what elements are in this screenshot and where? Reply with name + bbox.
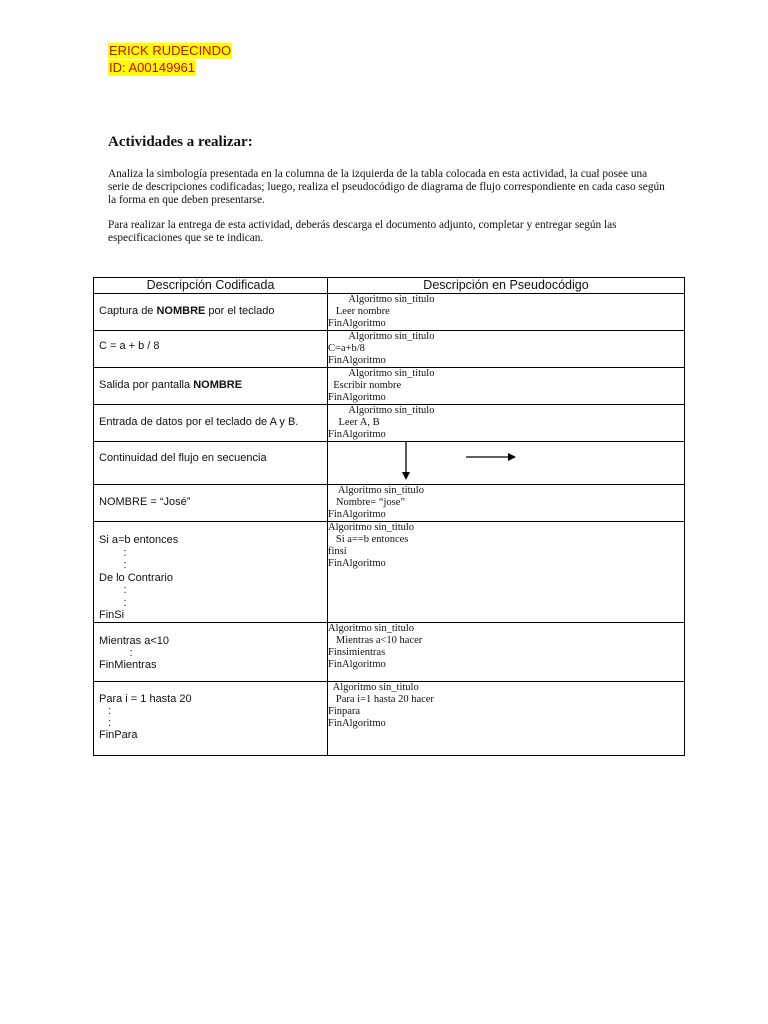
coded-cell <box>94 522 328 623</box>
table-header-row <box>94 278 685 294</box>
pseudocode-line: finsi <box>328 546 347 557</box>
pseudocode-line: Algoritmo sin_titulo <box>328 294 435 305</box>
coded-cell <box>94 485 328 522</box>
coded-text: : <box>99 559 127 571</box>
coded-cell <box>94 331 328 368</box>
header-pseudocode-description: Descripción en Pseudocódigo <box>328 278 685 294</box>
coded-cell <box>94 681 328 755</box>
coded-cell <box>94 368 328 405</box>
pseudocode-line: Finpara <box>328 705 361 717</box>
pseudocode-line: Algoritmo sin_titulo <box>328 681 419 693</box>
pseudocode-cell <box>328 294 685 331</box>
section-heading: Actividades a realizar: <box>108 134 253 150</box>
pseudocode-line: Algoritmo sin_titulo <box>328 405 435 416</box>
coded-text: FinSi <box>99 609 125 621</box>
pseudocode-line: FinAlgoritmo <box>328 355 386 366</box>
author-name: ERICK RUDECINDO <box>109 43 232 58</box>
pseudocode-line: Si a==b entonces <box>328 534 409 545</box>
pseudocode-line: Algoritmo sin_titulo <box>328 522 415 533</box>
pseudocode-cell <box>328 442 685 485</box>
pseudocode-line: Leer nombre <box>328 306 390 317</box>
pseudocode-line: Mientras a<10 hacer <box>328 634 423 646</box>
flow-arrows <box>328 442 684 484</box>
pseudocode-line: Algoritmo sin_titulo <box>328 485 424 496</box>
coded-text: NOMBRE = “José” <box>99 496 191 508</box>
student-id: ID: A00149961 <box>109 60 196 75</box>
pseudocode-line: FinAlgoritmo <box>328 558 386 569</box>
pseudocode-cell <box>328 368 685 405</box>
coded-cell <box>94 294 328 331</box>
coded-text: : <box>99 584 127 596</box>
coded-text: : <box>99 704 112 717</box>
table-row <box>94 442 685 485</box>
table-row <box>94 522 685 623</box>
coded-text: FinMientras <box>99 658 157 671</box>
table-row <box>94 331 685 368</box>
pseudocode-line: Algoritmo sin_titulo <box>328 368 435 379</box>
pseudocode-line: FinAlgoritmo <box>328 717 386 729</box>
pseudocode-cell <box>328 331 685 368</box>
table-row <box>94 681 685 755</box>
pseudocode-line: FinAlgoritmo <box>328 318 386 329</box>
arrow-right-icon <box>466 453 516 461</box>
arrow-down-icon <box>402 442 410 480</box>
coded-cell <box>94 622 328 681</box>
pseudocode-cell <box>328 485 685 522</box>
coded-text: : <box>99 646 133 659</box>
coded-text: Si a=b entonces <box>99 534 179 546</box>
pseudocode-line: FinAlgoritmo <box>328 658 386 670</box>
coded-text: : <box>99 716 112 729</box>
pseudocode-line: Para i=1 hasta 20 hacer <box>328 693 434 705</box>
pseudocode-cell <box>328 681 685 755</box>
instructions-paragraph-1: Analiza la simbología presentada en la columna de la izquierda de la tabla colocada en esta actividad, la cual posee una serie de descripciones codificadas; luego, realiza el pseudocódigo de diagrama de flujo correspondiente en cada caso según la forma en que deben presentarse. <box>108 168 665 206</box>
coded-cell <box>94 442 328 485</box>
table-row <box>94 294 685 331</box>
pseudocode-cell <box>328 405 685 442</box>
coded-text: Entrada de datos por el teclado de A y B. <box>99 416 299 428</box>
pseudocode-line: FinAlgoritmo <box>328 429 386 440</box>
pseudocode-line: Escribir nombre <box>328 380 402 391</box>
pseudocode-table <box>93 277 685 756</box>
coded-text: FinPara <box>99 728 138 741</box>
pseudocode-line: Leer A, B <box>328 417 380 428</box>
table-row <box>94 405 685 442</box>
coded-text: : <box>99 596 127 609</box>
pseudocode-line: C=a+b/8 <box>328 343 365 354</box>
pseudocode-line: FinAlgoritmo <box>328 509 386 520</box>
coded-text: : <box>99 546 127 559</box>
pseudocode-line: Finsimientras <box>328 646 386 658</box>
pseudocode-cell <box>328 622 685 681</box>
table-row <box>94 622 685 681</box>
coded-text: Continuidad del flujo en secuencia <box>99 452 267 464</box>
header-coded-description: Descripción Codificada <box>94 278 328 294</box>
pseudocode-line: Algoritmo sin_titulo <box>328 331 435 342</box>
pseudocode-line: Algoritmo sin_titulo <box>328 622 415 634</box>
pseudocode-cell <box>328 522 685 623</box>
coded-text: C = a + b / 8 <box>99 340 160 352</box>
pseudocode-line: Nombre= “jose” <box>328 497 406 508</box>
coded-text: Mientras a<10 <box>99 634 170 647</box>
coded-text: Para i = 1 hasta 20 <box>99 692 192 705</box>
table-row <box>94 485 685 522</box>
coded-text: Captura de NOMBRE por el teclado <box>99 305 275 317</box>
table-row <box>94 368 685 405</box>
coded-cell <box>94 405 328 442</box>
pseudocode-line: FinAlgoritmo <box>328 392 386 403</box>
coded-text: Salida por pantalla NOMBRE <box>99 379 243 391</box>
instructions-paragraph-2: Para realizar la entrega de esta actividad, deberás descarga el documento adjunto, completar y entregar según las especificaciones que se te indican. <box>108 219 617 244</box>
coded-text: De lo Contrario <box>99 571 173 584</box>
